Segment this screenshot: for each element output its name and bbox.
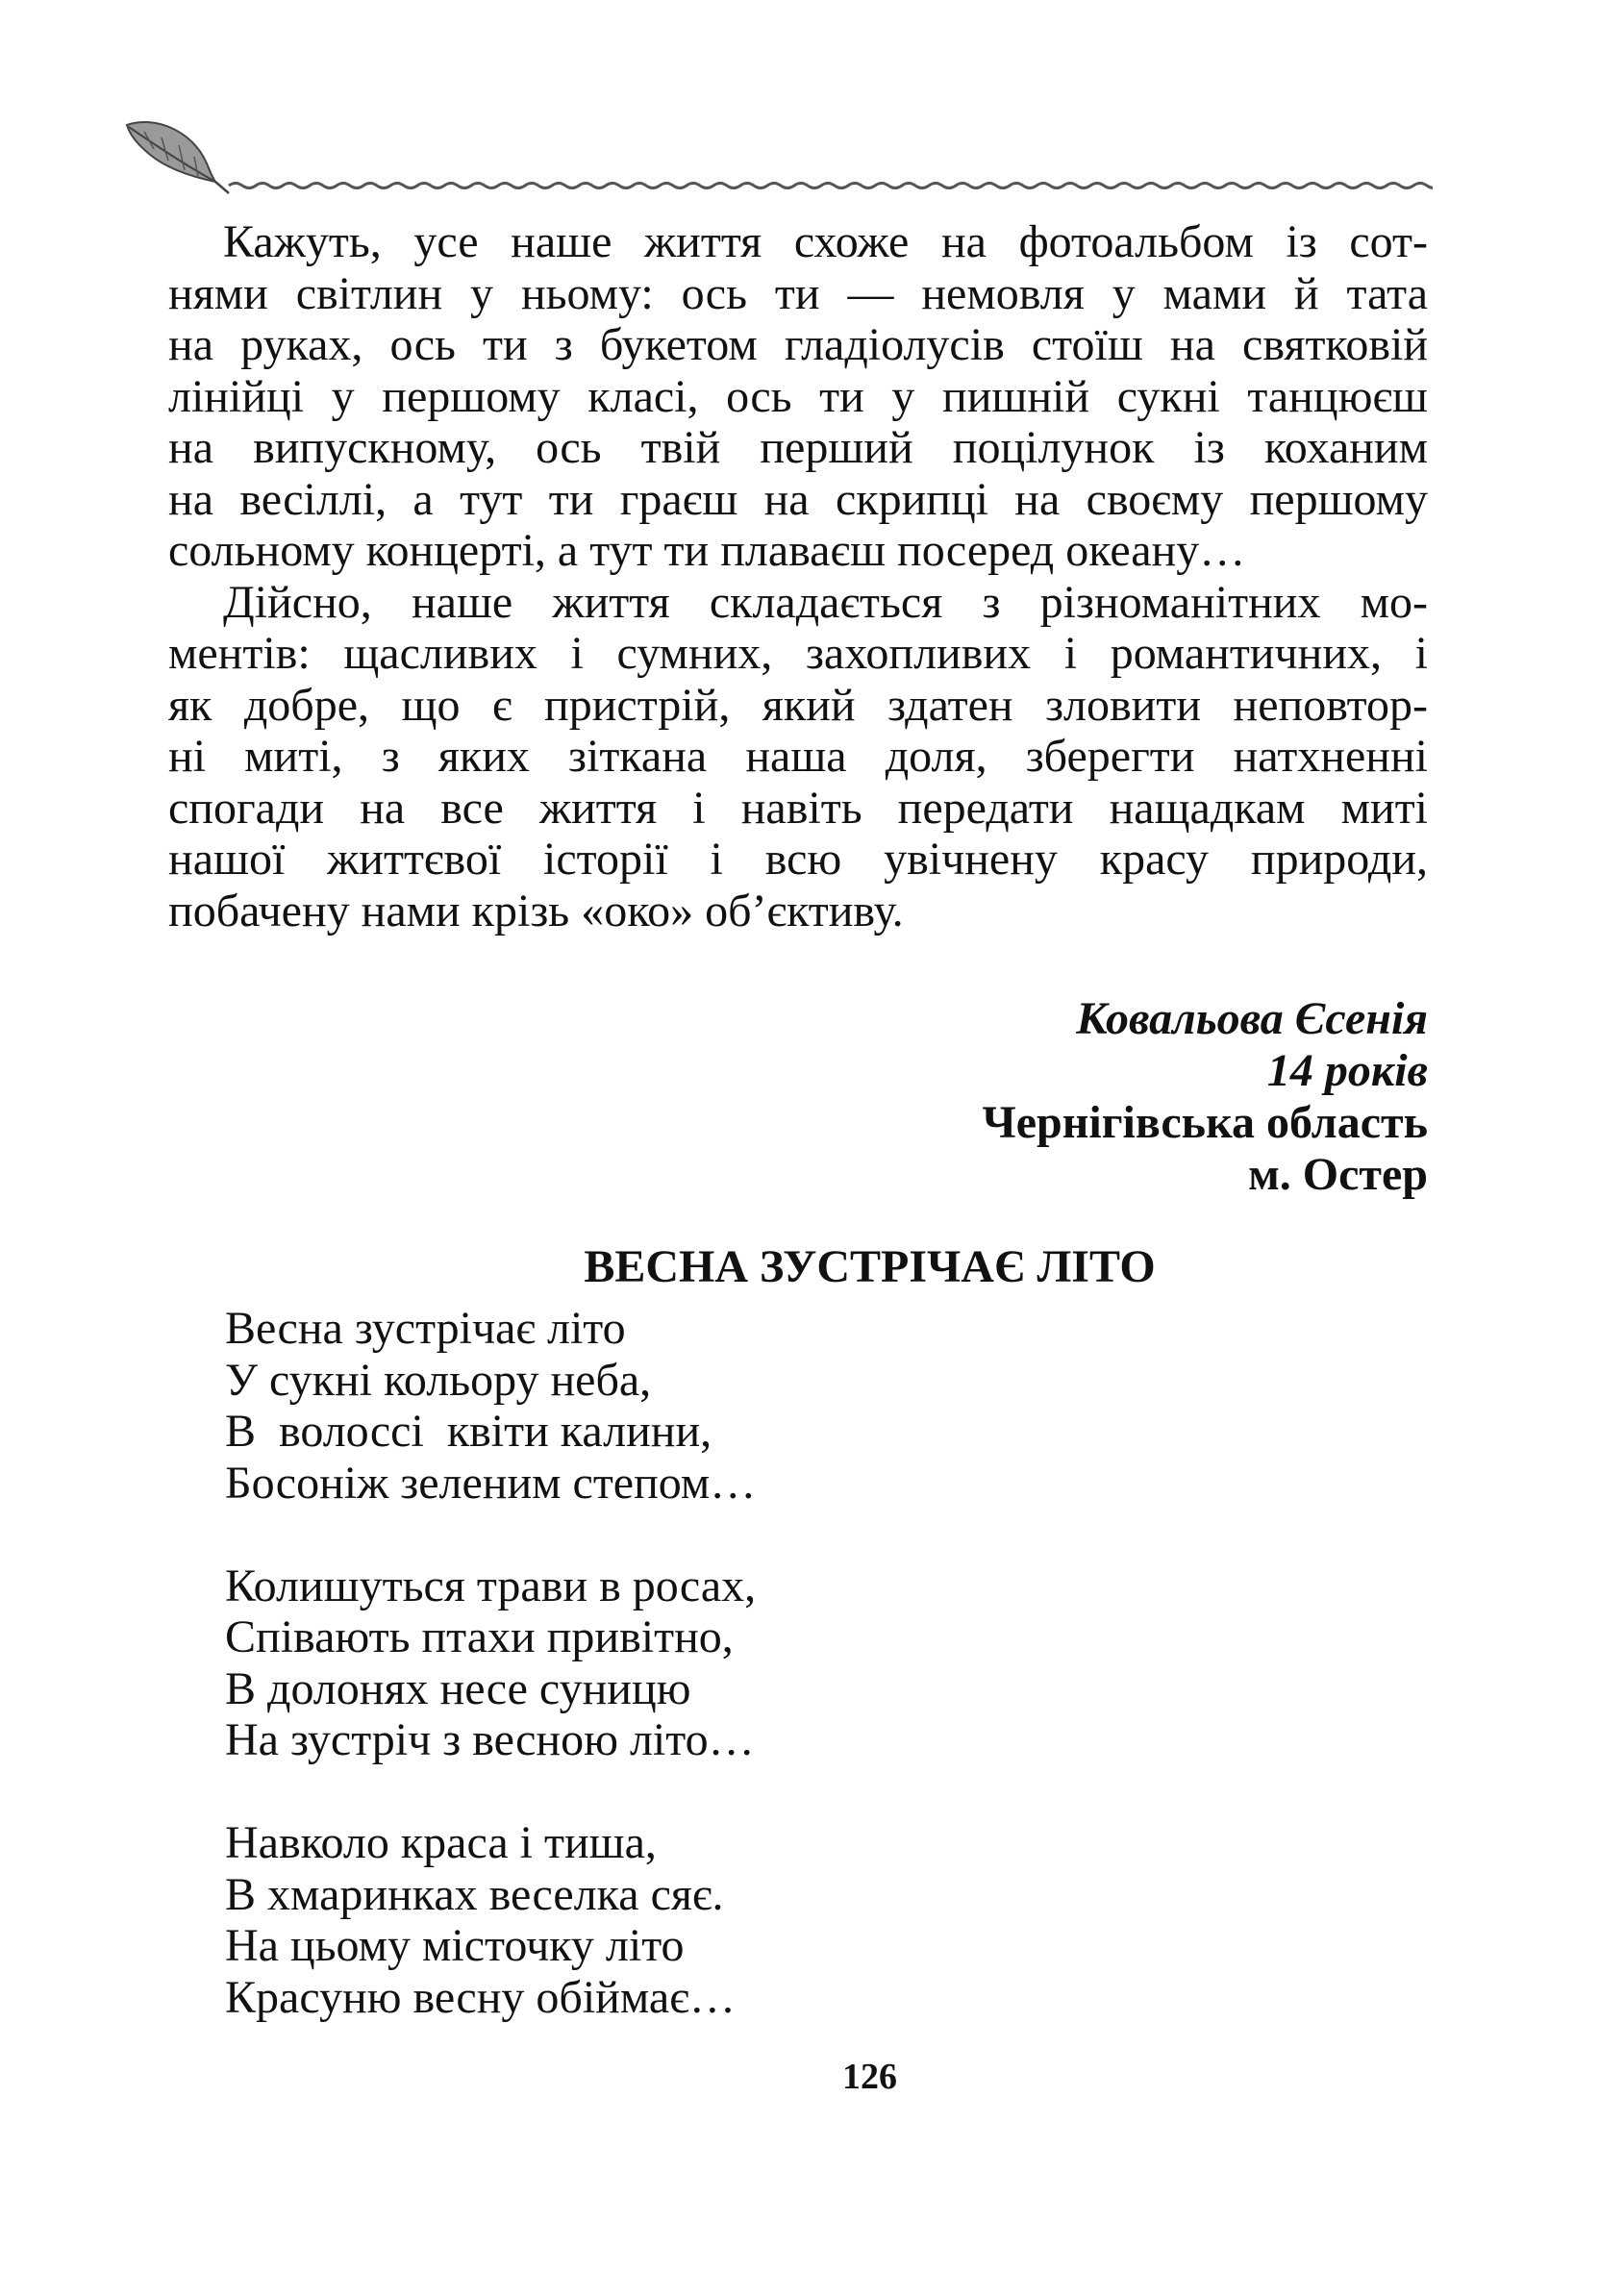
prose-line: сольному концерті, а тут ти плаваєш посеред океану… bbox=[168, 525, 1246, 576]
prose-line: Кажуть, усе наше життя схоже на фотоальбом із сот- bbox=[223, 216, 1428, 267]
poem-stanza bbox=[225, 1817, 756, 2023]
prose-line: ментів: щасливих і сумних, захопливих і романтичних, і bbox=[168, 628, 1428, 679]
prose-line: лінійці у першому класі, ось ти у пишній сукні танцюєш bbox=[168, 370, 1428, 422]
prose-line: ні миті, з яких зіткана наша доля, зберегти натхненні bbox=[168, 731, 1428, 782]
prose-line: на руках, ось ти з букетом гладіолусів стоїш на святковій bbox=[168, 319, 1428, 370]
prose-line: на весіллі, а тут ти граєш на скрипці на своєму першому bbox=[168, 473, 1428, 525]
prose-line: Дійсно, наше життя складається з різноманітних мо- bbox=[223, 576, 1428, 628]
poem-stanza bbox=[225, 1303, 756, 1509]
poem-verse: На зустріч з весною літо… bbox=[225, 1714, 755, 1765]
poem-verse: В хмаринках веселка сяє. bbox=[225, 1868, 724, 1920]
poem-title: ВЕСНА ЗУСТРІЧАЄ ЛІТО bbox=[584, 1241, 1156, 1292]
poem-stanza bbox=[225, 1560, 756, 1766]
poem-verse: Красуню весну обіймає… bbox=[225, 1971, 736, 2023]
author-town: м. Остер bbox=[1248, 1149, 1428, 1200]
header-ornament bbox=[115, 111, 1433, 197]
poem-verse: Весна зустрічає літо bbox=[225, 1303, 626, 1354]
paragraph-1 bbox=[168, 216, 1428, 577]
prose-line: як добре, що є пристрій, який здатен зловити неповтор- bbox=[168, 679, 1428, 731]
poem-verse: Співають птахи привітно, bbox=[225, 1611, 734, 1662]
prose-line: нашої життєвої історії і всю увічнену красу природи, bbox=[168, 834, 1428, 885]
feather-leaf-icon bbox=[127, 122, 229, 193]
poem-verse: В долонях несе суницю bbox=[225, 1662, 691, 1714]
poem-verse: Навколо краса і тиша, bbox=[225, 1817, 657, 1868]
author-age: 14 років bbox=[1266, 1045, 1428, 1096]
prose-line: спогади на все життя і навіть передати нащадкам миті bbox=[168, 782, 1428, 834]
wavy-divider bbox=[229, 184, 1433, 188]
prose-block bbox=[168, 216, 1428, 936]
author-signature bbox=[983, 993, 1428, 1201]
poem-verse: В волоссі квіти калини, bbox=[225, 1406, 712, 1457]
poem-verse: На цьому місточку літо bbox=[225, 1920, 685, 1971]
poem-verse: У сукні кольору неба, bbox=[225, 1354, 652, 1406]
page-number: 126 bbox=[842, 2057, 897, 2097]
poem-verse: Колишуться трави в росах, bbox=[225, 1560, 757, 1611]
author-name: Ковальова Єсенія bbox=[1076, 993, 1428, 1044]
paragraph-2 bbox=[168, 577, 1428, 937]
poem-body bbox=[225, 1303, 756, 2075]
prose-line: на випускному, ось твій перший поцілунок із коханим bbox=[168, 422, 1428, 473]
prose-line: побачену нами крізь «око» об’єктиву. bbox=[168, 885, 904, 936]
author-region: Чернігівська область bbox=[982, 1097, 1428, 1148]
prose-line: нями світлин у ньому: ось ти — немовля у мами й тата bbox=[168, 267, 1428, 319]
poem-verse: Босоніж зеленим степом… bbox=[225, 1457, 757, 1509]
